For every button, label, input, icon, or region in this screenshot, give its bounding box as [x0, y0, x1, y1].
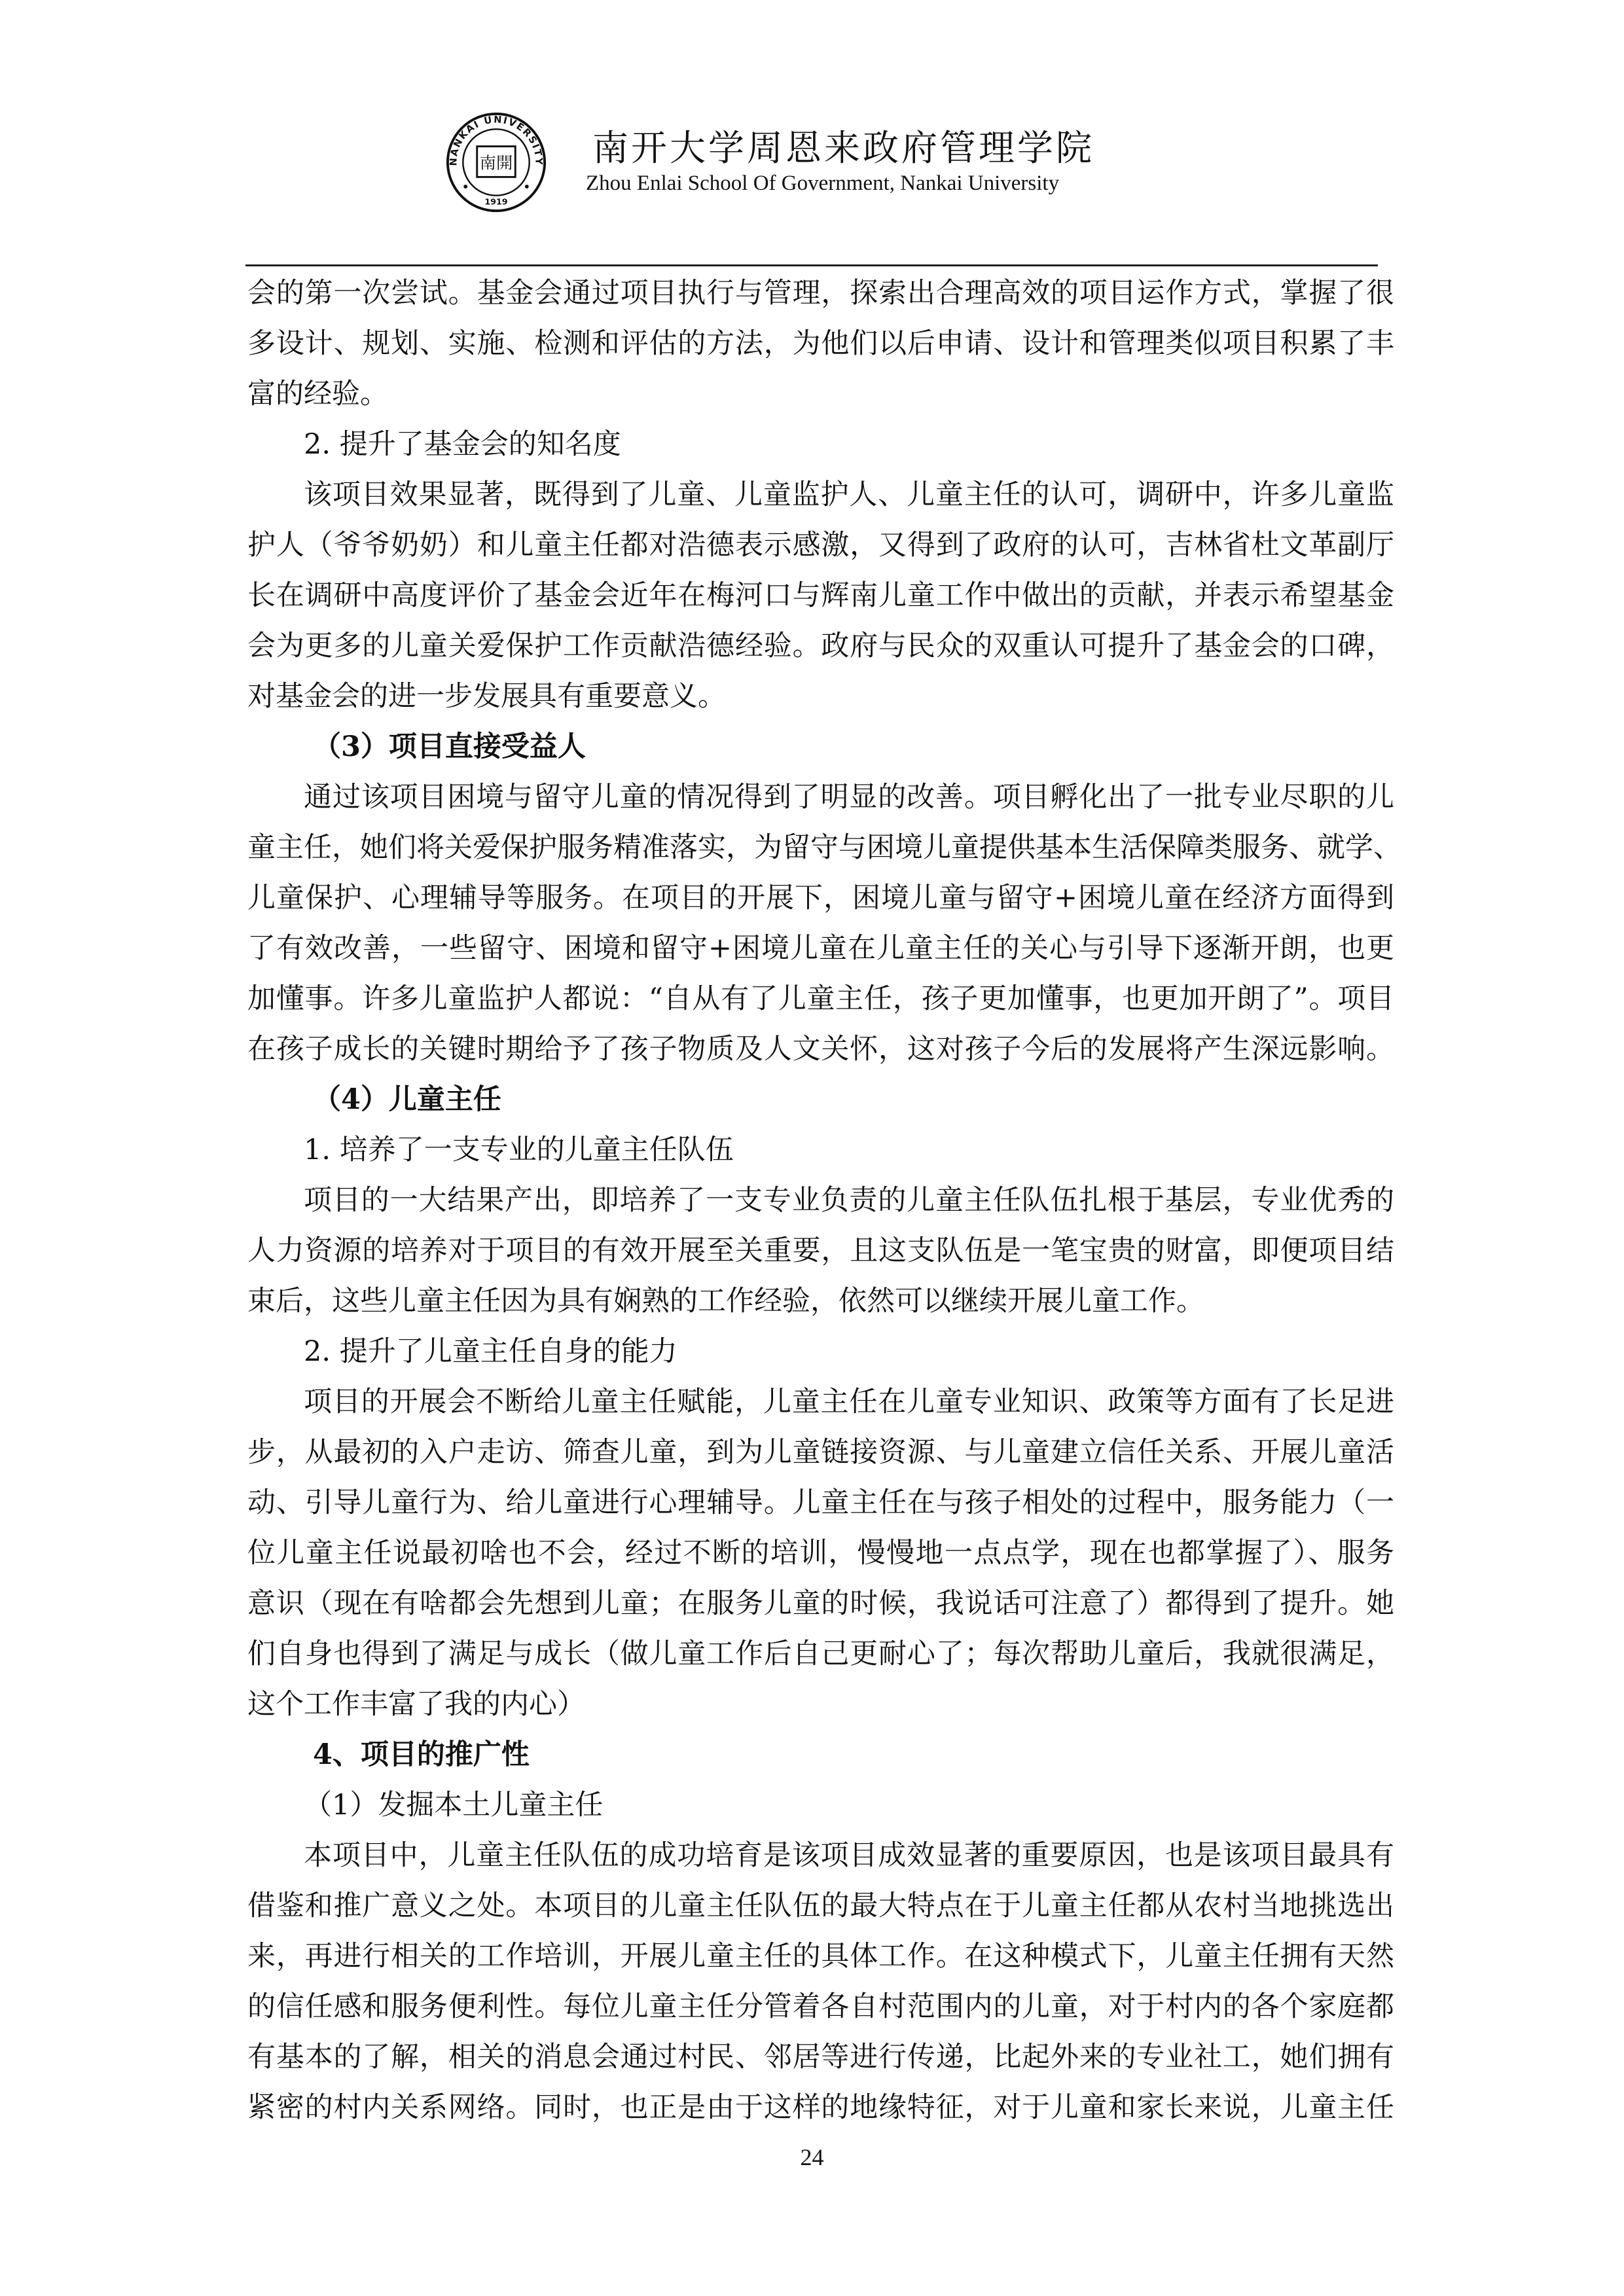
text-line: 了有效改善，一些留守、困境和留守+困境儿童在儿童主任的关心与引导下逐渐开朗，也更: [247, 932, 1394, 965]
text-line: 儿童保护、心理辅导等服务。在项目的开展下，困境儿童与留守+困境儿童在经济方面得到: [247, 882, 1394, 914]
text-line: 借鉴和推广意义之处。本项目的儿童主任队伍的最大特点在于儿童主任都从农村当地挑选出: [247, 1890, 1394, 1922]
header-title-en: Zhou Enlai School Of Government, Nankai University: [586, 171, 1060, 195]
text-line: 位儿童主任说最初啥也不会，经过不断的培训，慢慢地一点点学，现在也都掌握了）、服务: [247, 1537, 1394, 1570]
text-line: 富的经验。: [247, 378, 388, 410]
university-logo-icon: [445, 111, 547, 213]
text-line: 意识（现在有啥都会先想到儿童；在服务儿童的时候，我说话可注意了）都得到了提升。她: [247, 1587, 1394, 1620]
text-line: 束后，这些儿童主任因为具有娴熟的工作经验，依然可以继续开展儿童工作。: [247, 1285, 1204, 1318]
text-line: 该项目效果显著，既得到了儿童、儿童监护人、儿童主任的认可，调研中，许多儿童监: [304, 478, 1394, 511]
text-line: 会为更多的儿童关爱保护工作贡献浩德经验。政府与民众的双重认可提升了基金会的口碑，: [247, 630, 1394, 662]
text-line: 通过该项目困境与留守儿童的情况得到了明显的改善。项目孵化出了一批专业尽职的儿: [304, 781, 1394, 814]
text-line: 护人（爷爷奶奶）和儿童主任都对浩德表示感激，又得到了政府的认可，吉林省杜文革副厅: [247, 529, 1394, 562]
page-number: 24: [800, 2144, 824, 2170]
text-line: 项目的开展会不断给儿童主任赋能，儿童主任在儿童专业知识、政策等方面有了长足进: [304, 1386, 1394, 1418]
text-line: 人力资源的培养对于项目的有效开展至关重要，且这支队伍是一笔宝贵的财富，即便项目结: [247, 1234, 1394, 1267]
text-line: 动、引导儿童行为、给儿童进行心理辅导。儿童主任在与孩子相处的过程中，服务能力（一: [247, 1486, 1394, 1519]
text-line: 有基本的了解，相关的消息会通过村民、邻居等进行传递，比起外来的专业社工，她们拥有: [247, 2041, 1394, 2073]
text-line: 来，再进行相关的工作培训，开展儿童主任的具体工作。在这种模式下，儿童主任拥有天然: [247, 1940, 1394, 1973]
text-line: 多设计、规划、实施、检测和评估的方法，为他们以后申请、设计和管理类似项目积累了丰: [247, 327, 1394, 360]
text-line: 本项目中，儿童主任队伍的成功培育是该项目成效显著的重要原因，也是该项目最具有: [304, 1839, 1394, 1872]
logo-year: 1919: [484, 196, 508, 207]
section-heading: 4、项目的推广性: [313, 1738, 530, 1771]
text-line: 项目的一大结果产出，即培养了一支专业负责的儿童主任队伍扎根于基层，专业优秀的: [304, 1184, 1394, 1217]
text-line: 在孩子成长的关键时期给予了孩子物质及人文关怀，这对孩子今后的发展将产生深远影响。: [247, 1033, 1394, 1066]
subsection-heading: 1. 培养了一支专业的儿童主任队伍: [304, 1134, 734, 1166]
page-header: [0, 0, 1624, 275]
text-line: 加懂事。许多儿童监护人都说：“自从有了儿童主任，孩子更加懂事，也更加开朗了”。项目: [247, 982, 1394, 1015]
text-line: 对基金会的进一步发展具有重要意义。: [247, 680, 726, 713]
header-divider: [245, 264, 1378, 266]
document-body: [247, 268, 1401, 2133]
logo-seal: 南開: [479, 152, 513, 173]
text-line: 紧密的村内关系网络。同时，也正是由于这样的地缘特征，对于儿童和家长来说，儿童主任: [247, 2091, 1394, 2124]
subsection-heading: 2. 提升了儿童主任自身的能力: [304, 1335, 677, 1368]
text-line: 的信任感和服务便利性。每位儿童主任分管着各自村范围内的儿童，对于村内的各个家庭都: [247, 1990, 1394, 2023]
subsection-heading: （1）发掘本土儿童主任: [304, 1789, 604, 1821]
text-line: 这个工作丰富了我的内心）: [247, 1688, 585, 1721]
subsection-heading: 2. 提升了基金会的知名度: [304, 428, 621, 461]
text-line: 会的第一次尝试。基金会通过项目执行与管理，探索出合理高效的项目运作方式，掌握了很: [247, 277, 1394, 310]
header-title-cn: 南开大学周恩来政府管理学院: [592, 127, 1095, 169]
text-line: 们自身也得到了满足与成长（做儿童工作后自己更耐心了；每次帮助儿童后，我就很满足，: [247, 1638, 1394, 1670]
text-line: 长在调研中高度评价了基金会近年在梅河口与辉南儿童工作中做出的贡献，并表示希望基金: [247, 579, 1394, 612]
text-line: 童主任，她们将关爱保护服务精准落实，为留守与困境儿童提供基本生活保障类服务、就学、: [247, 831, 1401, 864]
section-heading: （3）项目直接受益人: [313, 730, 586, 763]
logo-ring-text: NANKAI UNIVERSITY: [448, 114, 545, 166]
text-line: 步，从最初的入户走访、筛查儿童，到为儿童链接资源、与儿童建立信任关系、开展儿童活: [247, 1436, 1394, 1469]
section-heading: （4）儿童主任: [313, 1083, 501, 1116]
